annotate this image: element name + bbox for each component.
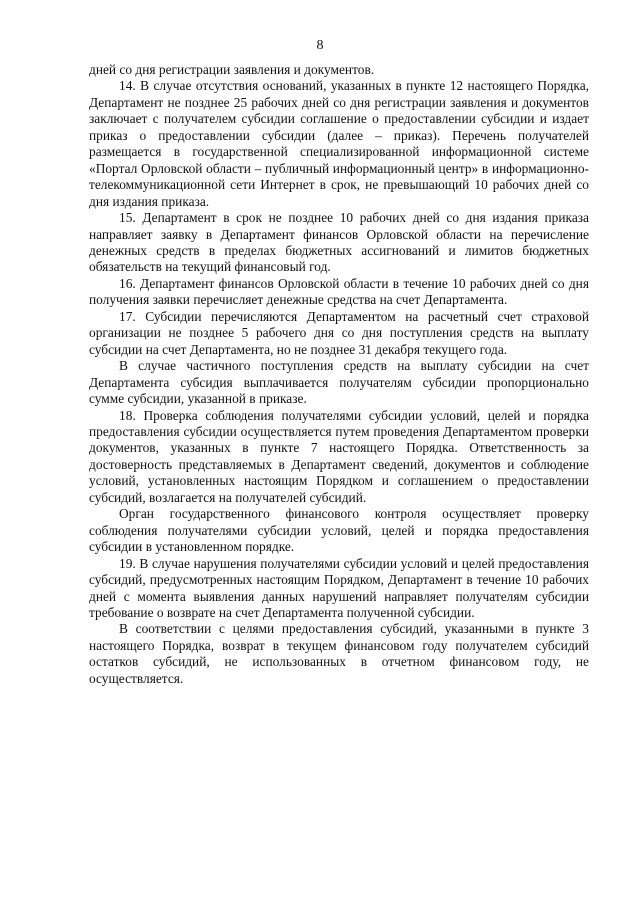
paragraph-item-14: 14. В случае отсутствия оснований, указанных в пункте 12 настоящего Порядка, Департамент не позднее 25 рабочих дней со дня регистрации заявления и документов заключает с получателем субсидии соглашение о предоставлении субсидии и издает приказ о предоставлении субсидии (далее – приказ). Перечень получателей размещается в государственной специализированной информационной системе «Портал Орловской области – публичный информационный центр» в информационно-телекоммуникационной сети Интернет в срок, не превышающий 10 рабочих дней со дня издания приказа. xyxy=(89,78,589,209)
paragraph-continuation: дней со дня регистрации заявления и документов. xyxy=(89,62,375,77)
paragraph-item-18: 18. Проверка соблюдения получателями субсидии условий, целей и порядка предоставления субсидии осуществляется путем проведения Департаментом проверки документов, указанных в пункте 7 настоящего Порядка. Ответственность за достоверность представляемых в Департамент сведений, документов и соблюдение условий, установленных настоящим Порядком и соглашением о предоставлении субсидий, возлагается на получателей субсидий. xyxy=(89,407,589,505)
paragraph-partial-receipt: В случае частичного поступления средств на выплату субсидии на счет Департамента субсидия выплачивается получателям субсидии пропорционально сумме субсидии, указанной в приказе. xyxy=(89,358,589,407)
paragraph-item-17: 17. Субсидии перечисляются Департаментом на расчетный счет страховой организации не позднее 5 рабочего дня со дня поступления средств на выплату субсидии на счет Департамента, но не позднее 31 декабря текущего года. xyxy=(89,308,589,357)
paragraph-financial-control: Орган государственного финансового контроля осуществляет проверку соблюдения получателями субсидии условий, целей и порядка предоставления субсидии в установленном порядке. xyxy=(89,506,589,555)
paragraph-item-16: 16. Департамент финансов Орловской области в течение 10 рабочих дней со дня получения заявки перечисляет денежные средства на счет Департамента. xyxy=(89,275,589,308)
page-number: 8 xyxy=(316,38,324,53)
document-body xyxy=(89,62,589,687)
paragraph-item-19: 19. В случае нарушения получателями субсидии условий и целей предоставления субсидий, предусмотренных настоящим Порядком, Департамент в течение 10 рабочих дней с момента выявления данных нарушений направляет получателям субсидии требование о возврате на счет Департамента полученной субсидии. xyxy=(89,555,589,620)
paragraph-item-15: 15. Департамент в срок не позднее 10 рабочих дней со дня издания приказа направляет заявку в Департамент финансов Орловской области на перечисление денежных средств в пределах бюджетных ассигнований и лимитов бюджетных обязательств на текущий финансовый год. xyxy=(89,210,589,275)
paragraph-refund-exception: В соответствии с целями предоставления субсидий, указанными в пункте 3 настоящего Порядка, возврат в текущем финансовом году получателем субсидий остатков субсидий, не использованных в отчетном финансовом году, не осуществляется. xyxy=(89,621,589,686)
